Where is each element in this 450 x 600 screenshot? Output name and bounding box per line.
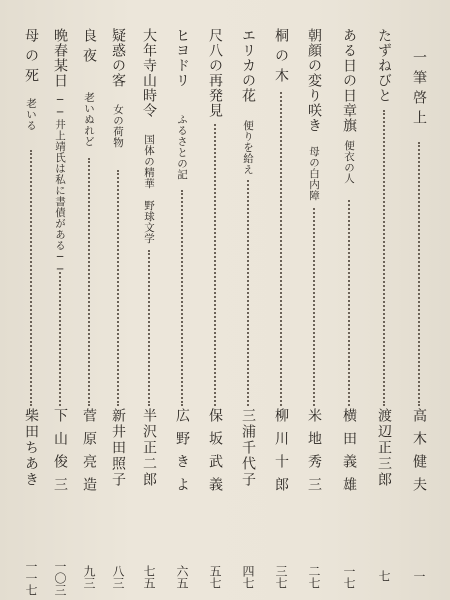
toc-leader — [181, 190, 183, 406]
toc-title: 疑惑の客 — [110, 28, 126, 88]
toc-title: たずねびと — [376, 28, 392, 103]
toc-leader — [313, 208, 315, 406]
toc-author: 菅原亮造 — [81, 408, 97, 500]
toc-page-number: 一七 — [342, 565, 356, 589]
toc-entry — [171, 0, 193, 600]
toc-page-number: 四七 — [241, 565, 255, 589]
toc-subtitle: ふるさとの記 — [176, 114, 188, 180]
toc-page-number: 一〇三 — [53, 560, 67, 596]
toc-entry — [373, 0, 395, 600]
toc-page-number: 一 — [412, 570, 426, 582]
toc-page-number: 七 — [377, 570, 391, 582]
toc-page-number: 七五 — [142, 565, 156, 589]
toc-title: 母の死 — [23, 28, 39, 88]
toc-entry — [107, 0, 129, 600]
toc-page-number: 三七 — [274, 565, 288, 589]
toc-author: 広野きよ — [174, 408, 190, 500]
toc-subtitle: 老いる — [25, 98, 37, 131]
toc-leader — [30, 150, 32, 406]
toc-leader — [280, 92, 282, 406]
toc-entry — [78, 0, 100, 600]
toc-subtitle: 国体の精華 野球文学 — [143, 134, 155, 244]
toc-author: 米地秀三 — [306, 408, 322, 500]
toc-entry — [408, 0, 430, 600]
toc-title: エリカの花 — [240, 28, 256, 103]
toc-leader — [88, 158, 90, 406]
toc-entry — [237, 0, 259, 600]
toc-author: 新井田照子 — [110, 408, 126, 488]
toc-subtitle: 母の白内障 — [308, 146, 320, 201]
toc-title: 一筆啓上 — [411, 50, 427, 130]
toc-leader — [348, 200, 350, 406]
toc-title: ヒヨドリ — [174, 28, 190, 88]
toc-leader — [214, 124, 216, 406]
toc-entry — [49, 0, 71, 600]
toc-author: 保坂武義 — [207, 408, 223, 500]
toc-leader — [247, 180, 249, 406]
toc-title: 朝顔の変り咲き — [306, 28, 322, 133]
toc-leader — [148, 250, 150, 406]
toc-title: 良夜 — [81, 28, 97, 68]
toc-page-number: 五七 — [208, 565, 222, 589]
toc-subtitle: 便衣の人 — [343, 140, 355, 184]
toc-leader — [117, 170, 119, 406]
toc-title: ある日の日章旗 — [341, 28, 357, 133]
toc-subtitle: 老いぬれど — [83, 92, 95, 147]
toc-author: 三浦千代子 — [240, 408, 256, 488]
toc-entry — [270, 0, 292, 600]
toc-author: 高木健夫 — [411, 408, 427, 500]
toc-subtitle: ──井上靖氏は私に書債がある── — [54, 94, 66, 276]
toc-leader — [383, 110, 385, 406]
toc-page-number: 二七 — [307, 565, 321, 589]
toc-title: 桐の木 — [273, 28, 289, 88]
toc-entry — [138, 0, 160, 600]
toc-entry — [303, 0, 325, 600]
toc-author: 横田義雄 — [341, 408, 357, 500]
toc-page-number: 九三 — [82, 565, 96, 589]
toc-entry — [204, 0, 226, 600]
toc-leader — [418, 142, 420, 406]
toc-entry — [20, 0, 42, 600]
toc-leader — [59, 272, 61, 406]
toc-subtitle: 女の荷物 — [112, 104, 124, 148]
toc-entry — [338, 0, 360, 600]
toc-author: 柳川十郎 — [273, 408, 289, 500]
toc-page-number: 一一七 — [24, 560, 38, 596]
toc-title: 尺八の再発見 — [207, 28, 223, 118]
toc-author: 半沢正二郎 — [141, 408, 157, 488]
toc-page-number: 八三 — [111, 565, 125, 589]
toc-title: 大年寺山時令 — [141, 28, 157, 118]
toc-author: 柴田ちあき — [23, 408, 39, 488]
toc-page-number: 六五 — [175, 565, 189, 589]
toc-subtitle: 便りを給え — [242, 120, 254, 175]
toc-author: 下山俊三 — [52, 408, 68, 500]
toc-title: 晩春某日 — [52, 28, 68, 88]
toc-author: 渡辺正三郎 — [376, 408, 392, 488]
